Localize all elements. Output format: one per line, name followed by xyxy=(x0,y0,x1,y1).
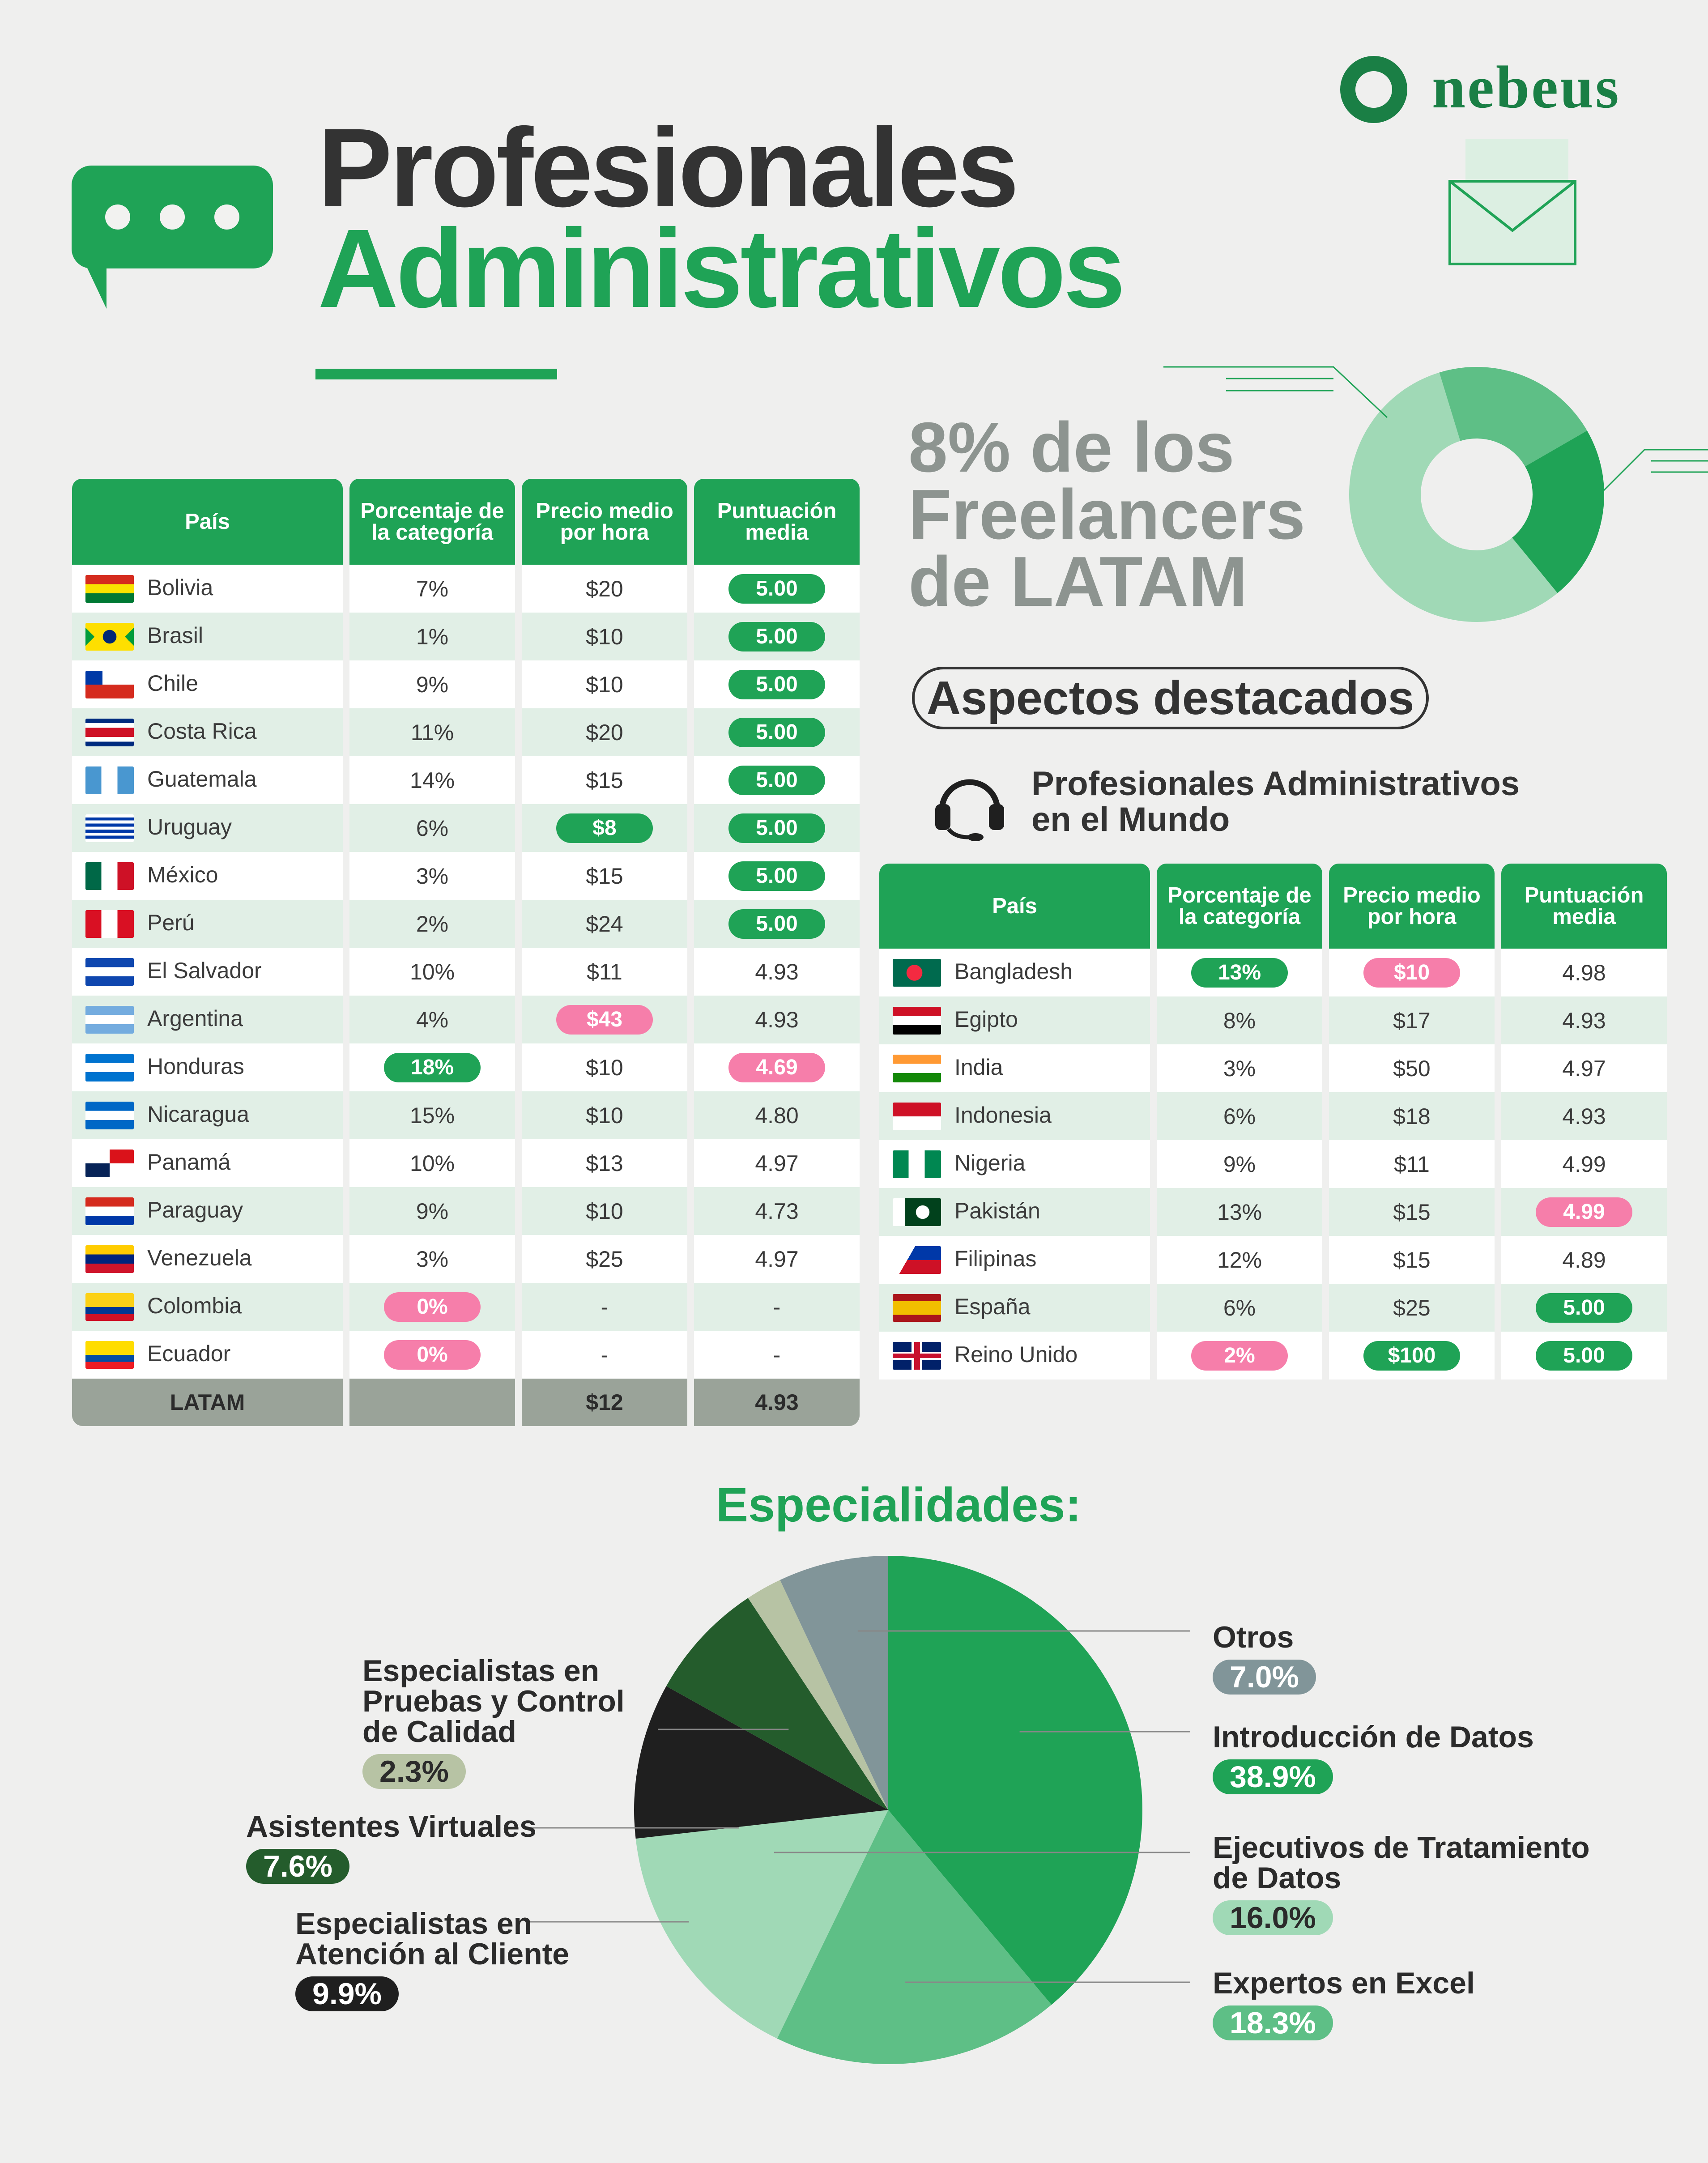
cell-country xyxy=(72,565,343,613)
flag-icon xyxy=(893,1103,941,1130)
table-row xyxy=(72,1091,860,1139)
cell-pct: 2% xyxy=(349,900,515,948)
flag-icon xyxy=(85,862,134,890)
cell-price: $15 xyxy=(1329,1236,1495,1284)
pie-value-excel: 18.3% xyxy=(1213,2005,1333,2040)
cell-country xyxy=(72,756,343,804)
flag-icon xyxy=(85,910,134,938)
value-pill: 5.00 xyxy=(1536,1293,1632,1323)
cell-price: $50 xyxy=(1329,1044,1495,1092)
country-name: Guatemala xyxy=(147,766,257,792)
col-price: Precio medio por hora xyxy=(522,479,687,565)
cell-pct: 3% xyxy=(1157,1044,1322,1092)
bubble-dot xyxy=(105,204,130,230)
table-row xyxy=(72,1283,860,1331)
cell-country xyxy=(72,1187,343,1235)
country-name: Egipto xyxy=(954,1006,1018,1032)
world-table xyxy=(873,864,1674,1380)
cell-country xyxy=(879,1236,1150,1284)
table-row xyxy=(879,949,1667,996)
flag-icon xyxy=(893,1007,941,1035)
cell-pct: 10% xyxy=(349,948,515,996)
latam-share-donut xyxy=(1154,349,1708,644)
flag-icon xyxy=(85,719,134,746)
table-row xyxy=(879,1284,1667,1332)
table-row xyxy=(879,1332,1667,1380)
legend-atencion xyxy=(295,1908,573,2011)
cell-price xyxy=(522,804,687,852)
pie-label-otros: Otros xyxy=(1213,1620,1294,1654)
cell-price: $18 xyxy=(1329,1092,1495,1140)
table-footer-row xyxy=(72,1379,860,1426)
legend-pruebas xyxy=(362,1656,640,1789)
country-name: India xyxy=(954,1054,1003,1080)
value-pill: 5.00 xyxy=(1536,1341,1632,1371)
flag-icon xyxy=(85,575,134,603)
cell-country xyxy=(879,1332,1150,1380)
envelope-icon xyxy=(1445,134,1589,273)
country-name: Costa Rica xyxy=(147,718,257,744)
country-name: Argentina xyxy=(147,1005,243,1031)
pie-label-ejecutivos: Ejecutivos de Tratamiento de Datos xyxy=(1213,1831,1590,1895)
cell-price: $11 xyxy=(522,948,687,996)
flag-icon xyxy=(893,1246,941,1274)
table-row xyxy=(879,1188,1667,1236)
footer-price: $12 xyxy=(522,1379,687,1426)
country-name: Filipinas xyxy=(954,1246,1037,1271)
country-name: Colombia xyxy=(147,1293,242,1318)
flag-icon xyxy=(85,1054,134,1082)
col-country: País xyxy=(879,864,1150,949)
country-name: Reino Unido xyxy=(954,1341,1078,1367)
cell-score: 4.73 xyxy=(694,1187,860,1235)
cell-score xyxy=(694,660,860,708)
cell-pct: 9% xyxy=(1157,1140,1322,1188)
cell-score xyxy=(1501,1332,1667,1380)
cell-price: $13 xyxy=(522,1139,687,1187)
country-name: Indonesia xyxy=(954,1102,1052,1128)
country-name: Bolivia xyxy=(147,575,213,600)
pie-label-atencion: Especialistas en Atención al Cliente xyxy=(295,1907,570,1971)
cell-score: 4.93 xyxy=(1501,996,1667,1044)
latam-share-stat: 8% de los Freelancers de LATAM xyxy=(908,408,1306,621)
cell-pct: 13% xyxy=(1157,1188,1322,1236)
cell-score xyxy=(694,1043,860,1091)
chat-bubble-tail xyxy=(83,260,106,309)
table-row xyxy=(72,613,860,660)
cell-score xyxy=(694,900,860,948)
table-row xyxy=(879,1092,1667,1140)
pie-value-ejecutivos: 16.0% xyxy=(1213,1900,1333,1935)
cell-pct: 6% xyxy=(1157,1284,1322,1332)
bubble-dot xyxy=(214,204,239,230)
cell-country xyxy=(879,1092,1150,1140)
cell-country xyxy=(879,1140,1150,1188)
value-pill: 2% xyxy=(1191,1341,1288,1371)
cell-pct: 3% xyxy=(349,852,515,900)
flag-icon xyxy=(893,1294,941,1322)
table-row xyxy=(72,1235,860,1283)
flag-icon xyxy=(85,1341,134,1369)
pie-value-asistentes: 7.6% xyxy=(246,1849,349,1884)
pie-value-introduccion: 38.9% xyxy=(1213,1759,1333,1794)
cell-country xyxy=(879,1044,1150,1092)
specialties-title: Especialidades: xyxy=(716,1477,1082,1532)
country-name: El Salvador xyxy=(147,958,262,983)
headset-icon xyxy=(931,767,1009,841)
cell-country xyxy=(72,996,343,1043)
cell-price: $10 xyxy=(522,1091,687,1139)
flag-icon xyxy=(893,1342,941,1370)
table-row xyxy=(72,1331,860,1379)
cell-price: $11 xyxy=(1329,1140,1495,1188)
cell-score: 4.98 xyxy=(1501,949,1667,996)
cell-country xyxy=(72,948,343,996)
cell-price xyxy=(1329,1332,1495,1380)
cell-score: 4.97 xyxy=(1501,1044,1667,1092)
pie-label-asistentes: Asistentes Virtuales xyxy=(246,1810,537,1844)
deco-line xyxy=(1163,367,1387,417)
nebeus-logo-icon xyxy=(1338,54,1410,125)
cell-pct: 4% xyxy=(349,996,515,1043)
table-row xyxy=(879,996,1667,1044)
flag-icon xyxy=(893,959,941,987)
cell-country xyxy=(72,1043,343,1091)
cell-score: - xyxy=(694,1283,860,1331)
value-pill: 5.00 xyxy=(728,861,825,891)
cell-score: 4.97 xyxy=(694,1235,860,1283)
pie-value-otros: 7.0% xyxy=(1213,1660,1316,1695)
cell-score: 4.93 xyxy=(694,948,860,996)
pie-value-atencion: 9.9% xyxy=(295,1976,399,2011)
latam-table xyxy=(65,479,866,1426)
flag-icon xyxy=(85,1102,134,1129)
cell-score: 4.89 xyxy=(1501,1236,1667,1284)
cell-pct: 11% xyxy=(349,708,515,756)
cell-pct: 8% xyxy=(1157,996,1322,1044)
flag-icon xyxy=(893,1150,941,1178)
flag-icon xyxy=(893,1198,941,1226)
value-pill: 5.00 xyxy=(728,766,825,795)
table-row xyxy=(72,565,860,613)
pie-label-introduccion: Introducción de Datos xyxy=(1213,1720,1534,1754)
cell-score xyxy=(694,756,860,804)
table-row xyxy=(879,1044,1667,1092)
cell-price: $25 xyxy=(1329,1284,1495,1332)
cell-price: $15 xyxy=(1329,1188,1495,1236)
value-pill: 5.00 xyxy=(728,813,825,843)
flag-icon xyxy=(85,814,134,842)
col-score: Puntuación media xyxy=(1501,864,1667,949)
footer-score: 4.93 xyxy=(694,1379,860,1426)
value-pill: 5.00 xyxy=(728,718,825,747)
cell-score xyxy=(694,852,860,900)
cell-score xyxy=(694,804,860,852)
cell-country xyxy=(72,852,343,900)
cell-country xyxy=(72,613,343,660)
cell-price: $17 xyxy=(1329,996,1495,1044)
value-pill: 4.69 xyxy=(728,1053,825,1082)
legend-ejecutivos xyxy=(1213,1832,1615,1935)
country-name: Ecuador xyxy=(147,1341,231,1366)
cell-country xyxy=(72,708,343,756)
value-pill: 13% xyxy=(1191,958,1288,988)
legend-otros xyxy=(1213,1622,1316,1695)
col-country: País xyxy=(72,479,343,565)
cell-price: $20 xyxy=(522,708,687,756)
value-pill: $8 xyxy=(556,813,653,843)
cell-pct xyxy=(349,1283,515,1331)
value-pill: $43 xyxy=(556,1005,653,1035)
cell-country xyxy=(72,1283,343,1331)
cell-pct: 10% xyxy=(349,1139,515,1187)
cell-score xyxy=(1501,1284,1667,1332)
cell-country xyxy=(879,1188,1150,1236)
cell-price: $24 xyxy=(522,900,687,948)
cell-score xyxy=(694,613,860,660)
flag-icon xyxy=(85,1197,134,1225)
cell-country xyxy=(72,1139,343,1187)
flag-icon xyxy=(85,958,134,986)
cell-price: $10 xyxy=(522,1043,687,1091)
cell-pct: 6% xyxy=(1157,1092,1322,1140)
footer-pct xyxy=(349,1379,515,1426)
value-pill: 0% xyxy=(384,1340,481,1370)
value-pill: 5.00 xyxy=(728,574,825,604)
table-row xyxy=(72,852,860,900)
value-pill: $100 xyxy=(1363,1341,1460,1371)
table-row xyxy=(72,1043,860,1091)
cell-country xyxy=(879,996,1150,1044)
country-name: Venezuela xyxy=(147,1245,252,1270)
cell-score xyxy=(694,708,860,756)
cell-score: 4.97 xyxy=(694,1139,860,1187)
title-underline xyxy=(315,369,557,379)
cell-pct: 14% xyxy=(349,756,515,804)
col-pct: Porcentaje de la categoría xyxy=(349,479,515,565)
cell-price: $15 xyxy=(522,756,687,804)
flag-icon xyxy=(85,1150,134,1177)
flag-icon xyxy=(85,671,134,698)
cell-pct: 9% xyxy=(349,1187,515,1235)
flag-icon xyxy=(85,766,134,794)
cell-pct: 15% xyxy=(349,1091,515,1139)
country-name: Perú xyxy=(147,910,195,935)
cell-score xyxy=(694,565,860,613)
cell-price: $15 xyxy=(522,852,687,900)
value-pill: 4.99 xyxy=(1536,1197,1632,1227)
table-row xyxy=(72,660,860,708)
cell-country xyxy=(72,1091,343,1139)
cell-score: 4.80 xyxy=(694,1091,860,1139)
cell-price: $25 xyxy=(522,1235,687,1283)
country-name: Chile xyxy=(147,670,198,696)
country-name: Pakistán xyxy=(954,1198,1040,1223)
cell-price: $10 xyxy=(522,660,687,708)
cell-country xyxy=(879,1284,1150,1332)
table-row xyxy=(72,1139,860,1187)
flag-icon xyxy=(85,623,134,651)
country-name: Panamá xyxy=(147,1149,231,1175)
table-row xyxy=(879,1140,1667,1188)
cell-country xyxy=(72,804,343,852)
cell-country xyxy=(72,900,343,948)
logo-text: nebeus xyxy=(1432,54,1621,121)
country-name: Uruguay xyxy=(147,814,232,839)
table-row xyxy=(72,756,860,804)
country-name: Nigeria xyxy=(954,1150,1026,1175)
country-name: Paraguay xyxy=(147,1197,243,1222)
cell-price xyxy=(1329,949,1495,996)
cell-pct: 12% xyxy=(1157,1236,1322,1284)
pie-label-pruebas: Especialistas en Pruebas y Control de Calidad xyxy=(362,1654,625,1749)
cell-score xyxy=(1501,1188,1667,1236)
bubble-dot xyxy=(160,204,185,230)
world-table-title: Profesionales Administrativos en el Mundo xyxy=(1031,765,1520,839)
value-pill: 18% xyxy=(384,1053,481,1082)
page-title-line1: Profesionales xyxy=(318,105,1017,230)
cell-pct: 9% xyxy=(349,660,515,708)
flag-icon xyxy=(85,1293,134,1321)
table-row xyxy=(72,804,860,852)
cell-pct: 7% xyxy=(349,565,515,613)
cell-price: - xyxy=(522,1283,687,1331)
cell-pct: 6% xyxy=(349,804,515,852)
cell-price: $10 xyxy=(522,1187,687,1235)
cell-country xyxy=(879,949,1150,996)
legend-introduccion xyxy=(1213,1722,1534,1794)
pie-value-pruebas: 2.3% xyxy=(362,1754,466,1789)
col-score: Puntuación media xyxy=(694,479,860,565)
cell-score: 4.93 xyxy=(1501,1092,1667,1140)
country-name: Honduras xyxy=(147,1053,244,1079)
value-pill: 5.00 xyxy=(728,670,825,699)
cell-pct xyxy=(1157,949,1322,996)
flag-icon xyxy=(85,1245,134,1273)
flag-icon xyxy=(893,1055,941,1082)
cell-country xyxy=(72,1331,343,1379)
country-name: México xyxy=(147,862,218,887)
col-pct: Porcentaje de la categoría xyxy=(1157,864,1322,949)
value-pill: 5.00 xyxy=(728,622,825,651)
pie-label-excel: Expertos en Excel xyxy=(1213,1966,1475,2000)
legend-excel xyxy=(1213,1968,1475,2040)
cell-pct xyxy=(349,1043,515,1091)
table-row xyxy=(72,948,860,996)
cell-pct xyxy=(349,1331,515,1379)
cell-pct xyxy=(1157,1332,1322,1380)
cell-price xyxy=(522,996,687,1043)
table-row xyxy=(72,1187,860,1235)
country-name: Bangladesh xyxy=(954,958,1073,984)
country-name: España xyxy=(954,1294,1031,1319)
value-pill: $10 xyxy=(1363,958,1460,988)
value-pill: 0% xyxy=(384,1292,481,1322)
cell-score: 4.99 xyxy=(1501,1140,1667,1188)
table-row xyxy=(72,708,860,756)
cell-price: - xyxy=(522,1331,687,1379)
cell-country xyxy=(72,660,343,708)
cell-price: $20 xyxy=(522,565,687,613)
page-title-line2: Administrativos xyxy=(318,206,1123,331)
cell-country xyxy=(72,1235,343,1283)
country-name: Nicaragua xyxy=(147,1101,249,1127)
col-price: Precio medio por hora xyxy=(1329,864,1495,949)
legend-asistentes xyxy=(246,1811,537,1884)
value-pill: 5.00 xyxy=(728,909,825,939)
table-row xyxy=(72,996,860,1043)
chat-bubble-icon xyxy=(72,166,273,268)
cell-price: $10 xyxy=(522,613,687,660)
cell-pct: 3% xyxy=(349,1235,515,1283)
cell-score: 4.93 xyxy=(694,996,860,1043)
cell-pct: 1% xyxy=(349,613,515,660)
highlights-label: Aspectos destacados xyxy=(912,667,1429,729)
footer-country: LATAM xyxy=(72,1379,343,1426)
flag-icon xyxy=(85,1006,134,1034)
table-row xyxy=(72,900,860,948)
country-name: Brasil xyxy=(147,622,204,648)
cell-score: - xyxy=(694,1331,860,1379)
table-row xyxy=(879,1236,1667,1284)
